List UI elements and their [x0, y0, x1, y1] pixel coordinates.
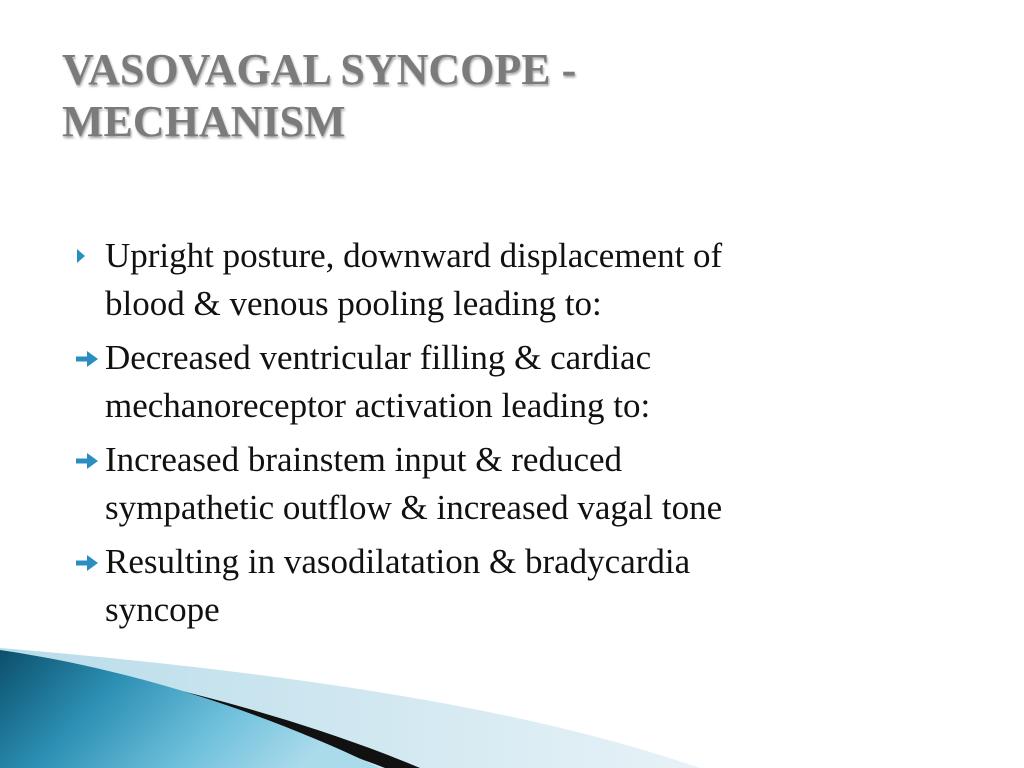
slide-title-line-2: MECHANISM [62, 97, 346, 146]
slide-title-line-1: VASOVAGAL SYNCOPE - [62, 45, 577, 94]
bullet-line: sympathetic outflow & increased vagal tone [105, 488, 723, 527]
bullet-line: Increased brainstem input & reduced [105, 440, 623, 479]
bullet-line: blood & venous pooling leading to: [105, 284, 602, 323]
bullet-line: Decreased ventricular filling & cardiac [105, 338, 652, 377]
bullet-line: Resulting in vasodilatation & bradycardia [105, 542, 691, 581]
bullet-line: syncope [105, 590, 220, 629]
bullet-line: mechanoreceptor activation leading to: [105, 386, 651, 425]
bullet-line: Upright posture, downward displacement of [105, 236, 723, 275]
